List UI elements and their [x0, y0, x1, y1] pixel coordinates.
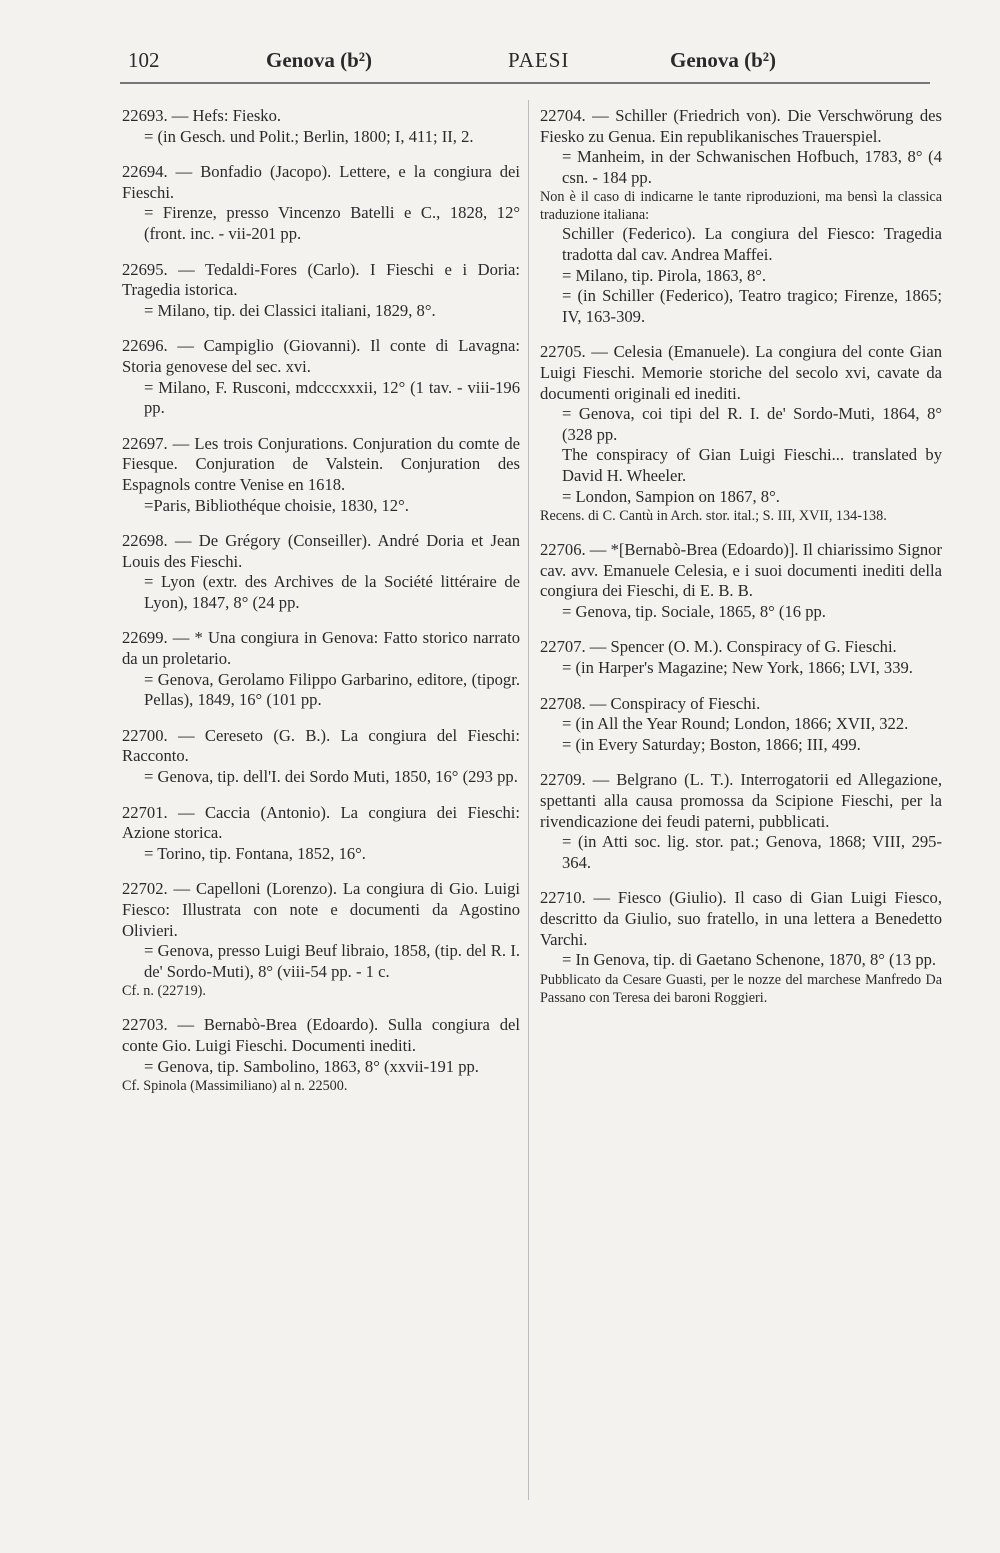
- header-center-title: PAESI: [508, 48, 570, 72]
- entry-detail: =Paris, Bibliothéque choisie, 1830, 12°.: [144, 495, 409, 515]
- catalog-entry: [540, 637, 942, 678]
- entry-detail: = (in Gesch. und Polit.; Berlin, 1800; I, 411; II, 2.: [144, 126, 474, 146]
- entry-detail: = Manheim, in der Schwanischen Hofbuch, 1783, 8° (4 csn. - 184 pp.: [562, 147, 942, 187]
- catalog-entry: [122, 531, 520, 613]
- entry-detail: = (in Atti soc. lig. stor. pat.; Genova, 1868; VIII, 295-364.: [562, 832, 942, 872]
- catalog-entry: [122, 260, 520, 322]
- entry-detail: = Genova, coi tipi del R. I. de' Sordo-Muti, 1864, 8° (328 pp.: [562, 404, 942, 444]
- entry-heading: 22694. — Bonfadio (Jacopo). Lettere, e la congiura dei Fieschi.: [122, 162, 520, 202]
- entry-detail: = Torino, tip. Fontana, 1852, 16°.: [144, 843, 366, 863]
- entry-detail: = In Genova, tip. di Gaetano Schenone, 1870, 8° (13 pp.: [562, 950, 937, 970]
- catalog-entry: [122, 106, 520, 147]
- catalog-entry: [122, 1015, 520, 1095]
- page-number: 102: [128, 48, 160, 72]
- entry-heading: 22701. — Caccia (Antonio). La congiura dei Fieschi: Azione storica.: [122, 802, 520, 843]
- column-divider: [528, 100, 529, 1500]
- catalog-entry: [122, 726, 520, 788]
- entry-detail: = Genova, tip. Sambolino, 1863, 8° (xxvii-191 pp.: [144, 1056, 479, 1076]
- entry-heading: 22703. — Bernabò-Brea (Edoardo). Sulla congiura del conte Gio. Luigi Fieschi. Documenti inediti.: [122, 1015, 520, 1055]
- entry-heading: 22697. — Les trois Conjurations. Conjuration du comte de Fiesque. Conjuration de Valstein. Conjuration des Espagnols contre Venise en 1618.: [122, 433, 520, 494]
- entry-detail: = Genova, Gerolamo Filippo Garbarino, editore, (tipogr. Pellas), 1849, 16° (101 pp.: [144, 669, 520, 710]
- left-column: [122, 106, 520, 1110]
- entry-heading: 22699. — * Una congiura in Genova: Fatto storico narrato da un proletario.: [122, 628, 520, 669]
- entry-heading: 22707. — Spencer (O. M.). Conspiracy of G. Fieschi.: [540, 637, 897, 657]
- catalog-entry: [540, 540, 942, 622]
- entry-detail: Non è il caso di indicarne le tante riproduzioni, ma bensì la classica traduzione italiana:: [540, 189, 942, 224]
- entry-heading: 22700. — Cereseto (G. B.). La congiura del Fieschi: Racconto.: [122, 725, 520, 766]
- entry-heading: 22702. — Capelloni (Lorenzo). La congiura di Gio. Luigi Fiesco: Illustrata con note e documenti da Agostino Olivieri.: [122, 879, 520, 940]
- entry-detail: = Milano, tip. Pirola, 1863, 8°.: [562, 265, 767, 285]
- catalog-entry: [122, 434, 520, 516]
- entry-heading: 22693. — Hefs: Fiesko.: [122, 106, 282, 125]
- entry-detail: = London, Sampion on 1867, 8°.: [562, 486, 780, 506]
- header-left-title: Genova (b²): [266, 48, 373, 72]
- right-column: [540, 106, 942, 1022]
- entry-detail: = (in Harper's Magazine; New York, 1866; LVI, 339.: [562, 658, 913, 678]
- entry-detail: = Genova, tip. Sociale, 1865, 8° (16 pp.: [562, 601, 826, 621]
- entry-detail: = (in Every Saturday; Boston, 1866; III, 499.: [562, 734, 861, 754]
- catalog-entry: [540, 770, 942, 873]
- entry-heading: 22696. — Campiglio (Giovanni). Il conte di Lavagna: Storia genovese del sec. xvi.: [122, 336, 520, 376]
- entry-heading: 22709. — Belgrano (L. T.). Interrogatorii ed Allegazione, spettanti alla causa promossa da Scipione Fieschi, per la rivendicazione dei feudi paterni, pubblicati.: [540, 770, 942, 831]
- entry-heading: 22706. — *[Bernabò-Brea (Edoardo)]. Il chiarissimo Signor cav. avv. Emanuele Celesia, e i suoi documenti inediti della congiura dei Fieschi, di E. B. B.: [540, 540, 942, 601]
- catalog-entry: [122, 628, 520, 710]
- entry-detail: Cf. Spinola (Massimiliano) al n. 22500.: [122, 1078, 348, 1095]
- entry-heading: 22710. — Fiesco (Giulio). Il caso di Gian Luigi Fiesco, descritto da Giulio, suo fratello, in una lettera a Benedetto Varchi.: [540, 888, 942, 949]
- header-right-title: Genova (b²): [670, 48, 777, 72]
- entry-heading: 22704. — Schiller (Friedrich von). Die Verschwörung des Fiesko zu Genua. Ein republikanisches Trauerspiel.: [540, 106, 942, 146]
- entry-heading: 22698. — De Grégory (Conseiller). André Doria et Jean Louis des Fieschi.: [122, 531, 520, 571]
- entry-detail: Recens. di C. Cantù in Arch. stor. ital.; S. III, XVII, 134-138.: [540, 508, 887, 525]
- page-header: [118, 42, 918, 82]
- entry-detail: = Milano, F. Rusconi, mdcccxxxii, 12° (1 tav. - viii-196 pp.: [144, 377, 520, 418]
- catalog-entry: [122, 803, 520, 865]
- entry-detail: Cf. n. (22719).: [122, 983, 206, 1000]
- entry-detail: = Lyon (extr. des Archives de la Société littéraire de Lyon), 1847, 8° (24 pp.: [144, 572, 520, 612]
- entry-detail: = Milano, tip. dei Classici italiani, 1829, 8°.: [144, 300, 436, 320]
- catalog-entry: [122, 879, 520, 1000]
- entry-detail: = Genova, tip. dell'I. dei Sordo Muti, 1850, 16° (293 pp.: [144, 767, 518, 787]
- entry-detail: = Firenze, presso Vincenzo Batelli e C., 1828, 12° (front. inc. - vii-201 pp.: [144, 203, 520, 243]
- catalog-entry: [540, 106, 942, 327]
- entry-heading: 22695. — Tedaldi-Fores (Carlo). I Fieschi e i Doria: Tragedia istorica.: [122, 259, 520, 300]
- catalog-entry: [540, 694, 942, 756]
- entry-detail: Pubblicato da Cesare Guasti, per le nozze del marchese Manfredo Da Passano con Teresa dei baroni Roggieri.: [540, 971, 942, 1006]
- catalog-entry: [540, 888, 942, 1006]
- catalog-entry: [122, 162, 520, 244]
- entry-heading: 22708. — Conspiracy of Fieschi.: [540, 693, 761, 713]
- header-rule: [120, 82, 930, 84]
- catalog-entry: [122, 336, 520, 418]
- entry-detail: Schiller (Federico). La congiura del Fiesco: Tragedia tradotta dal cav. Andrea Maffei.: [562, 224, 942, 264]
- catalog-entry: [540, 342, 942, 525]
- entry-detail: The conspiracy of Gian Luigi Fieschi... translated by David H. Wheeler.: [562, 445, 942, 485]
- entry-detail: = Genova, presso Luigi Beuf libraio, 1858, (tip. del R. I. de' Sordo-Muti), 8° (viii-54 pp. - 1 c.: [144, 941, 520, 981]
- entry-detail: = (in All the Year Round; London, 1866; XVII, 322.: [562, 714, 909, 734]
- entry-detail: = (in Schiller (Federico), Teatro tragico; Firenze, 1865; IV, 163-309.: [562, 286, 942, 326]
- entry-heading: 22705. — Celesia (Emanuele). La congiura del conte Gian Luigi Fieschi. Memorie storiche del secolo xvi, cavate da documenti originali ed inediti.: [540, 342, 942, 403]
